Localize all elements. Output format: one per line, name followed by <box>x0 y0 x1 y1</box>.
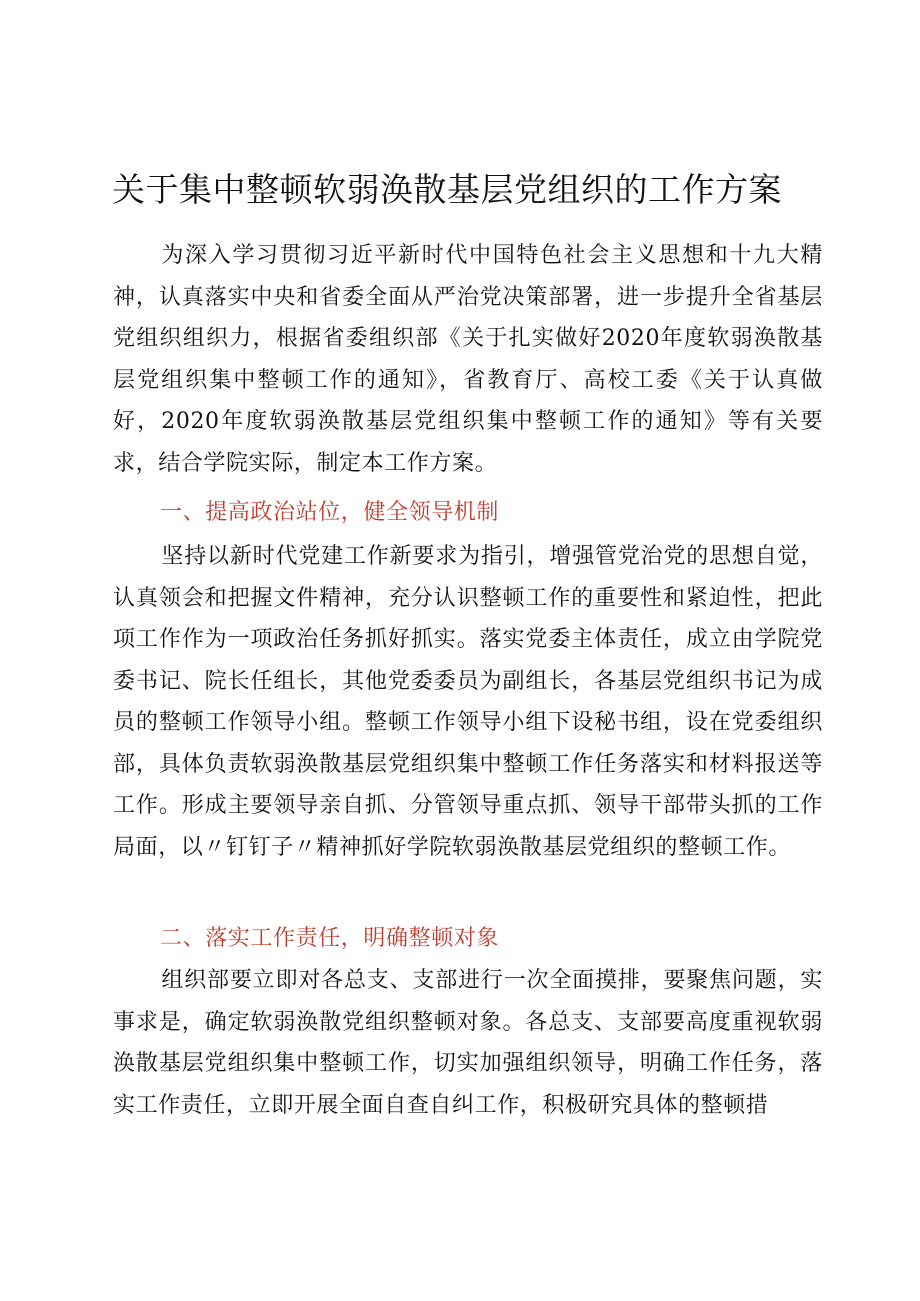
section-heading-2: 二、落实工作责任，明确整顿对象 <box>160 926 500 951</box>
intro-paragraph: 为深入学习贯彻习近平新时代中国特色社会主义思想和十九大精神，认真落实中央和省委全面从严治党决策部署，进一步提升全省基层党组织组织力，根据省委组织部《关于扎实做好2020年度软弱涣散基层党组织集中整顿工作的通知》，省教育厅、高校工委《关于认真做好，2020年度软弱涣散基层党组织集中整顿工作的通知》等有关要求，结合学院实际，制定本工作方案。 <box>113 243 823 476</box>
document-title: 关于集中整顿软弱涣散基层党组织的工作方案 <box>112 170 782 209</box>
section-paragraph-2: 组织部要立即对各总支、支部进行一次全面摸排，要聚焦问题，实事求是，确定软弱涣散党组织整顿对象。各总支、支部要高度重视软弱涣散基层党组织集中整顿工作，切实加强组织领导，明确工作任务，落实工作责任，立即开展全面自查自纠工作，积极研究具体的整顿措 <box>113 968 823 1118</box>
section-paragraph-1: 坚持以新时代党建工作新要求为指引，增强管党治党的思想自觉，认真领会和把握文件精神，充分认识整顿工作的重要性和紧迫性，把此项工作作为一项政治任务抓好抓实。落实党委主体责任，成立由学院党委书记、院长任组长，其他党委委员为副组长，各基层党组织书记为成员的整顿工作领导小组。整顿工作领导小组下设秘书组，设在党委组织部，具体负责软弱涣散基层党组织集中整顿工作任务落实和材料报送等工作。形成主要领导亲自抓、分管领导重点抓、领导干部带头抓的工作局面，以〃钉钉子〃精神抓好学院软弱涣散基层党组织的整顿工作。 <box>113 544 823 860</box>
section-heading-1: 一、提高政治站位，健全领导机制 <box>160 500 500 525</box>
